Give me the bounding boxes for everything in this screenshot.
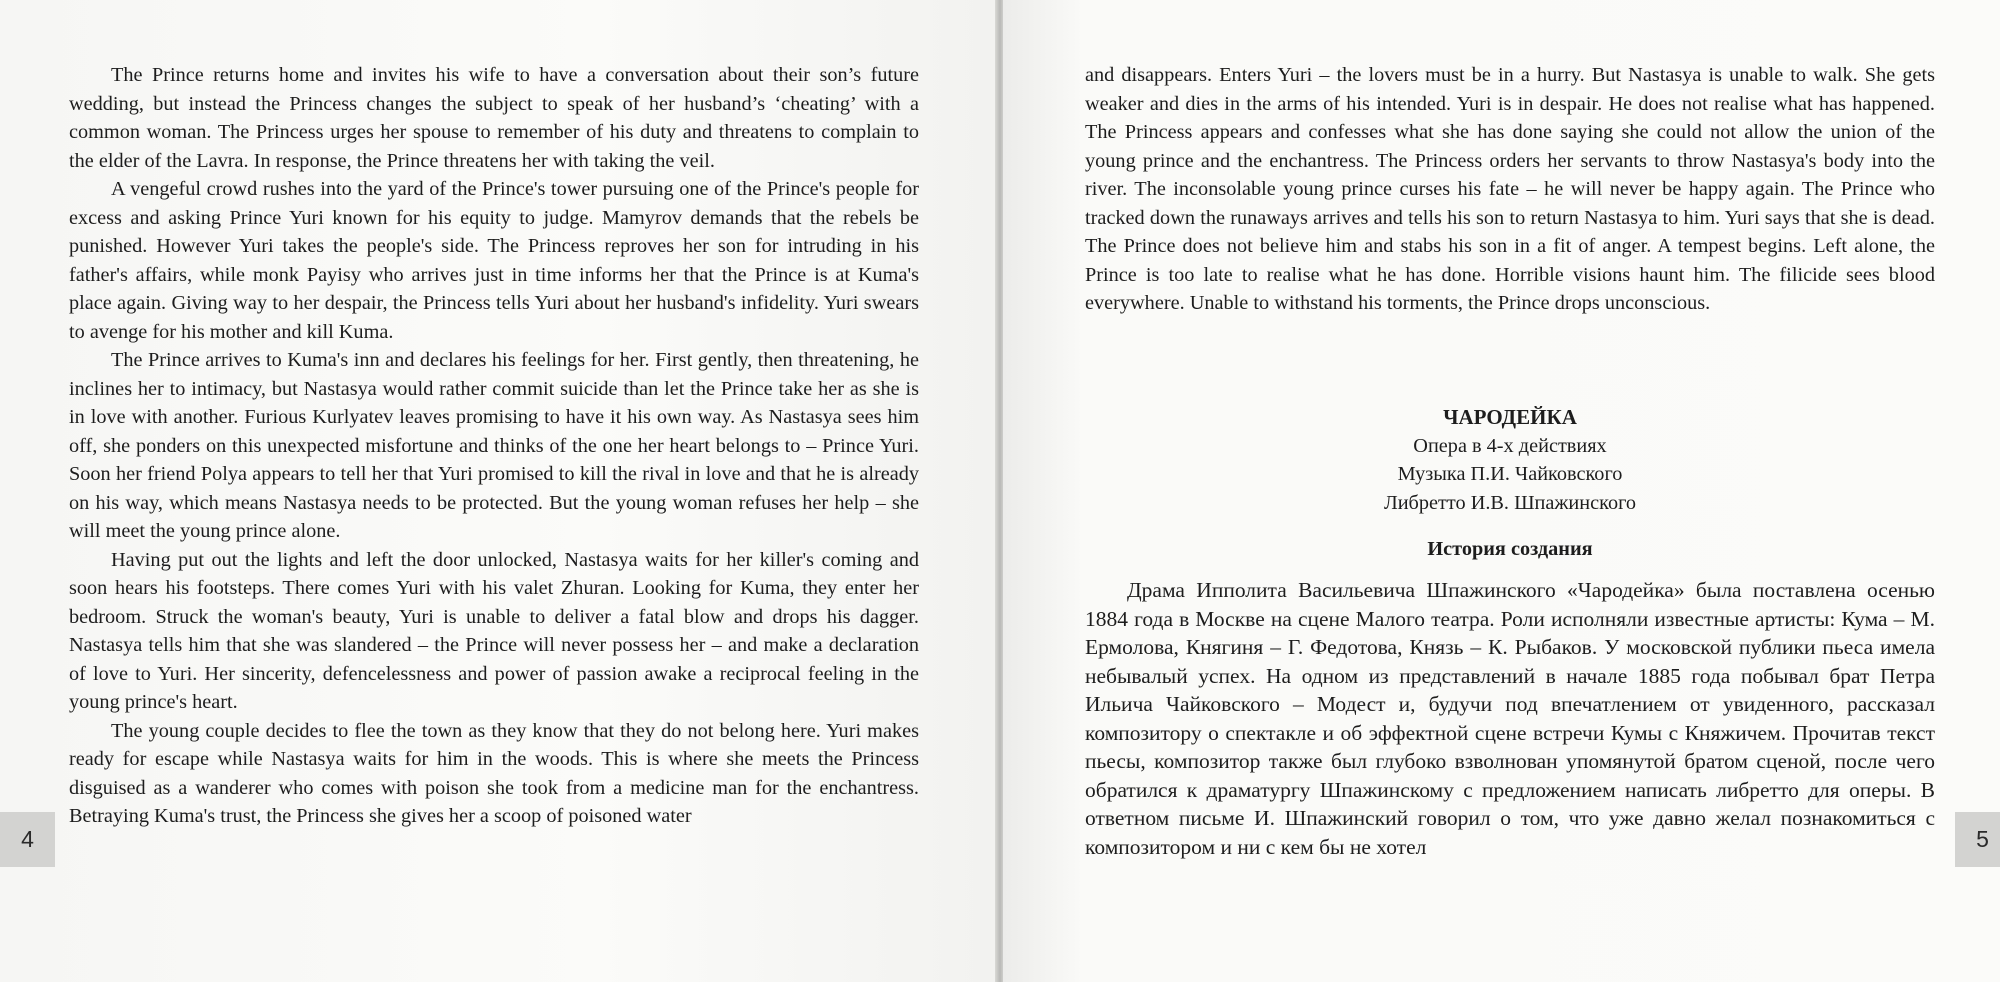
history-title: История создания	[1427, 538, 1593, 560]
left-paragraph-5: The young couple decides to flee the town as they know that they do not belong here. Yuri makes ready for escape while Nastasya waits for him in the woods. This is where she meets the Princess disguised as a wanderer who comes with poison she took from a medicine man for the enchantress. Betraying Kuma's trust, the Princess she gives her a scoop of poisoned water	[69, 719, 919, 827]
left-paragraph-3: The Prince arrives to Kuma's inn and declares his feelings for her. First gently, then threatening, he inclines her to intimacy, but Nastasya would rather commit suicide than let the Prince take her as she is in love with another. Furious Kurlyatev leaves promising to have it his own way. As Nastasya sees him off, she ponders on this unexpected misfortune and thinks of the one her heart belongs to – Prince Yuri. Soon her friend Polya appears to tell her that Yuri promised to kill the rival in love and that he is already on his way, which means Nastasya needs to be protected. But the young woman refuses her help – she will meet the young prince alone.	[69, 349, 919, 542]
opera-heading	[1085, 403, 1935, 564]
left-paragraph-1: The Prince returns home and invites his wife to have a conversation about their son’s future wedding, but instead the Princess changes the subject to speak of her husband’s ‘cheating’ with a common woman. The Princess urges her spouse to remember of his duty and threatens to complain to the elder of the Lavra. In response, the Prince threatens her with taking the veil.	[69, 64, 919, 172]
right-paragraph-1: and disappears. Enters Yuri – the lovers must be in a hurry. But Nastasya is unable to walk. She gets weaker and dies in the arms of his intended. Yuri is in despair. He does not realise what has happened. The Princess appears and confesses what she has done saying she could not allow the union of the young prince and the enchantress. The Princess orders her servants to throw Nastasya's body into the river. The inconsolable young prince curses his fate – he will never be happy again. The Prince who tracked down the runaways arrives and tells his son to return Nastasya to him. Yuri says that she is dead. The Prince does not believe him and stabs his son in a fit of anger. A tempest begins. Left alone, the Prince is too late to realise what he has done. Horrible visions haunt him. The filicide sees blood everywhere. Unable to withstand his torments, the Prince drops unconscious.	[1085, 64, 1935, 314]
history-paragraph: Драма Ипполита Васильевича Шпажинского «Чародейка» была поставлена осенью 1884 года в Москве на сцене Малого театра. Роли исполняли известные артисты: Кума – М. Ермолова, Княгиня – Г. Федотова, Князь – К. Рыбаков. У московской публики пьеса имела небывалый успех. На одном из представлений в начале 1885 года побывал брат Петра Ильича Чайковского – Модест и, будучи под впечатлением от увиденного, рассказал композитору о спектакле и об эффектной сцене встречи Кумы с Княжичем. Прочитав текст пьесы, композитор также был глубоко взволнован упомянутой братом сценой, после чего обратился к драматургу Шпажинскому с предложением написать либретто для оперы. В ответном письме И. Шпажинский говорил о том, что уже давно желал познакомиться с композитором и ни с кем бы не хотел	[1085, 578, 1935, 859]
left-paragraph-4: Having put out the lights and left the door unlocked, Nastasya waits for her killer's coming and soon hears his footsteps. There comes Yuri with his valet Zhuran. Looking for Kuma, they enter her bedroom. Struck the woman's beauty, Yuri is unable to deliver a fatal blow and drops his dagger. Nastasya tells him that she was slandered – the Prince will never possess her – and make a declaration of love to Yuri. Her sincerity, defencelessness and power of passion awake a reciprocal feeling in the young prince's heart.	[69, 548, 919, 713]
right-page-text	[1085, 61, 1935, 318]
opera-subtitle: Опера в 4-х действиях	[1413, 434, 1607, 457]
history-text-block	[1085, 576, 1935, 861]
page-number-right: 5	[1955, 812, 2000, 867]
left-page-text	[69, 61, 919, 831]
opera-libretto-credit: Либретто И.В. Шпажинского	[1383, 491, 1637, 514]
opera-title: ЧАРОДЕЙКА	[1443, 405, 1577, 429]
opera-music-credit: Музыка П.И. Чайковского	[1397, 463, 1623, 485]
left-paragraph-2: A vengeful crowd rushes into the yard of the Prince's tower pursuing one of the Prince's people for excess and asking Prince Yuri known for his equity to judge. Mamyrov demands that the rebels be punished. However Yuri takes the people's side. The Princess reproves her son for intruding in his father's affairs, while monk Payisy who arrives just in time informs her that the Prince is at Kuma's place again. Giving way to her despair, the Princess tells Yuri about her husband's infidelity. Yuri swears to avenge for his mother and kill Kuma.	[69, 178, 919, 343]
page-number-left: 4	[0, 812, 55, 867]
